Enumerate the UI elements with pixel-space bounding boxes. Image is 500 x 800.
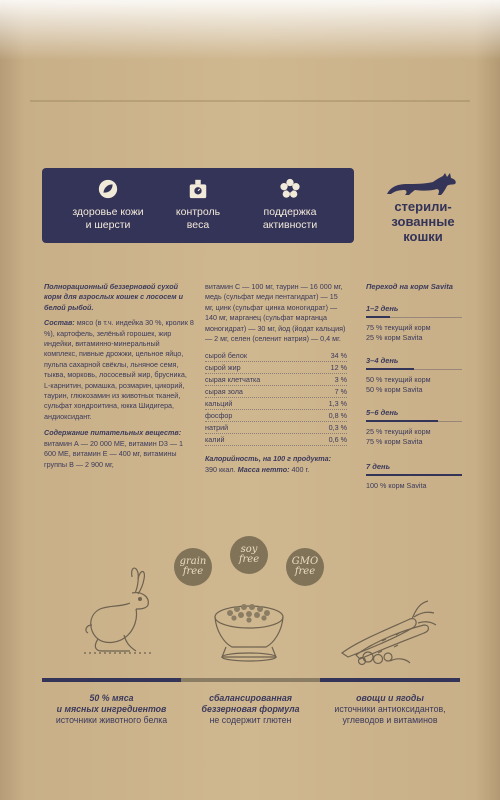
feature-text: источники антиоксидантов, углеводов и витаминов [334,704,446,725]
benefit-label: контроль веса [175,206,221,231]
bottom-divider [42,678,181,682]
step-line: 100 % корм Savita [366,481,427,490]
bag-crease [30,100,470,102]
transition-step [366,408,462,448]
composition-column [44,282,194,470]
transition-progress-bar [366,316,390,318]
transition-progress-bar [366,368,414,370]
analysis-row: калий 0,6 % [205,435,347,445]
transition-step [366,356,462,396]
nutrients-text-1: витамин А — 20 000 МЕ, витамин D3 — 1 600 МЕ, витамин Е — 400 мг, витамины группы В — 2 900 мг, [44,438,184,469]
vegetables-feature [320,693,460,726]
step-line: 75 % текущий корм [366,323,431,332]
carrot-berries-icon [338,595,438,667]
benefit-label: поддержка активности [262,206,318,231]
feature-title: сбалансированная беззерновая формула [201,693,300,714]
food-bowl-icon [206,597,292,665]
step-day: 1–2 день [366,304,399,313]
benefit-weight-control [158,178,238,232]
scale-icon [187,178,209,200]
cat-silhouette-icon [385,172,463,196]
sterilized-label: стерили- зованные кошки [391,199,455,244]
vitamins-column [205,282,347,475]
calories-label: Калорийность, на 100 г продукта: [205,454,332,464]
feature-title: 50 % мяса и мясных ингредиентов [56,693,167,714]
soy-free-badge: soy free [230,536,268,574]
benefit-activity [242,178,338,232]
step-line: 75 % корм Savita [366,437,423,447]
nutrients-title: Содержание питательных веществ: [44,428,182,438]
leaf-circle-icon [97,178,119,200]
net-weight-label: Масса нетто: [237,464,290,474]
analysis-row: фосфор 0,8 % [205,411,347,421]
meat-feature [42,693,181,726]
composition-label: Состав: [44,318,75,328]
bottom-divider [181,678,320,682]
step-day: 5–6 день [366,408,399,417]
feature-title: овощи и ягоды [356,693,424,703]
composition-text: мясо (в т.ч. индейка 30 %, кролик 8 %), картофель, зелёный горошек, жир индейки, витаминно-минеральный комплекс, пивные дрожжи, цельное яйцо, пульпа сахарной свёклы, льняное семя, тыква, морковь, лососевый жир, брусника, L-карнитин, ромашка, розмарин, цикорий, таурин, глюкозамин из животных тканей, сульфат хондроитина, юкка Шидигера, андиоксидант. [44,318,194,421]
step-line: 25 % корм Savita [366,333,423,343]
flower-icon [279,178,301,200]
analysis-table [205,350,347,446]
transition-step [366,462,462,491]
feature-text: источники животного белка [55,715,168,725]
analysis-row: сырая зола 7 % [205,387,347,397]
net-weight-value: 400 г. [291,464,310,474]
step-day: 7 день [366,462,391,471]
transition-column [366,282,462,490]
benefits-panel [42,168,354,243]
calories-value: 390 ккал. [205,464,236,474]
grain-free-badge: grain free [174,548,212,586]
formula-feature [181,693,320,726]
transition-progress-bar [366,474,462,476]
analysis-row: сырая клетчатка 3 % [205,375,347,385]
step-line: 25 % текущий корм [366,427,431,436]
analysis-row: сырой белок 34 % [205,351,347,361]
benefit-label: здоровье кожи и шерсти [72,206,144,231]
step-line: 50 % текущий корм [366,375,431,384]
transition-progress-bar [366,420,438,422]
analysis-row: сырой жир 12 % [205,363,347,373]
transition-title: Переход на корм Savita [366,282,453,291]
step-day: 3–4 день [366,356,399,365]
transition-step [366,304,462,344]
benefit-skin-coat [60,178,156,232]
analysis-row: кальций 1,3 % [205,399,347,409]
bottom-divider [320,678,460,682]
feature-text: не содержит глютен [209,715,292,725]
gmo-free-badge: GMO free [286,548,324,586]
step-line: 50 % корм Savita [366,385,423,395]
analysis-row: натрий 0,3 % [205,423,347,433]
nutrients-text-2: витамин С — 100 мг, таурин — 16 000 мг, медь (сульфат меди пентагидрат) — 15 мг, цинк (сульфат цинка моногидрат) — 140 мг, марганец (сульфат марганца моногидрат) — 30 мг, йод (йодат кальция) — 2 мг, селен (селенит натрия) — 0,4 мг. [205,282,346,344]
product-description: Полнорационный беззерновой сухой корм для взрослых кошек с лососем и белой рыбой. [44,282,183,312]
rabbit-icon [80,565,160,665]
